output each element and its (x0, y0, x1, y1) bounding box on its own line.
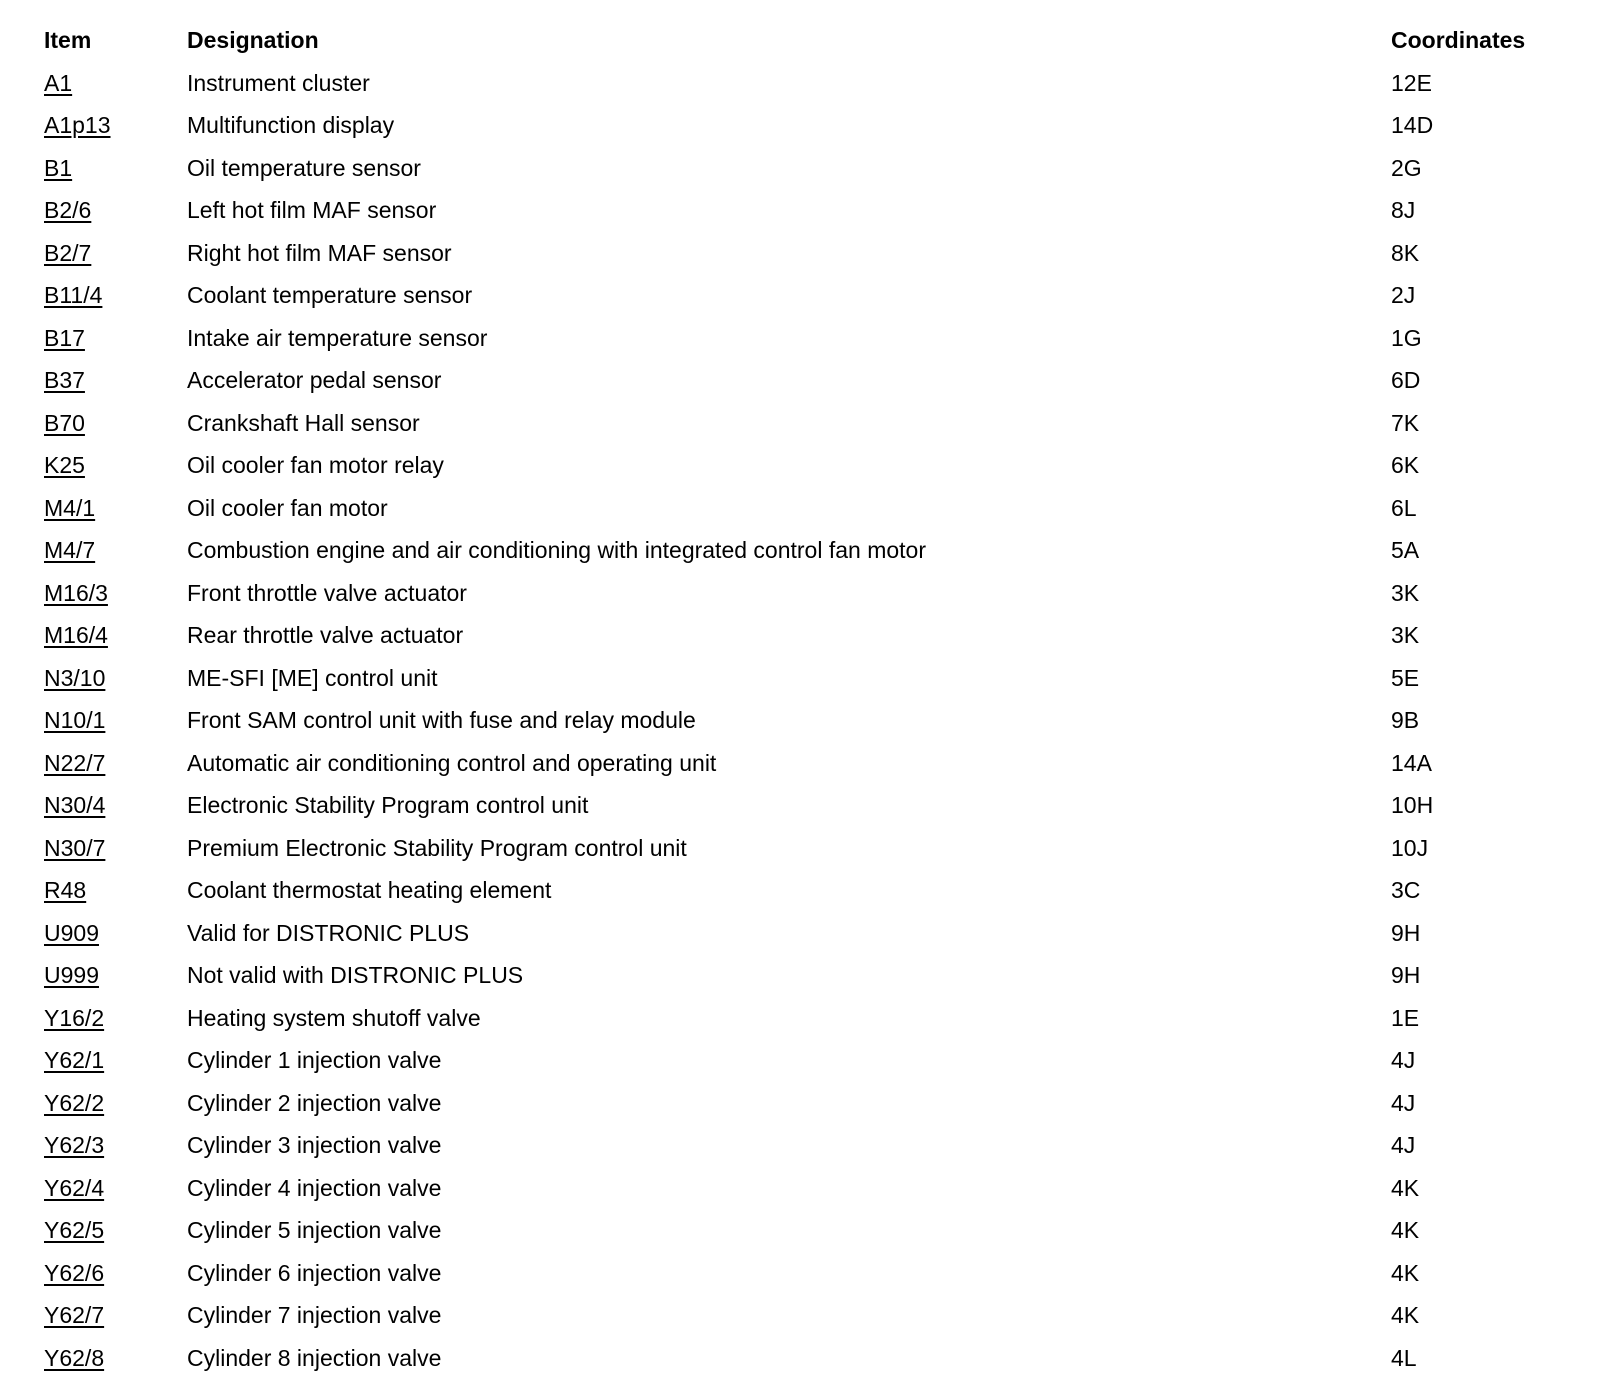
item-link[interactable]: K25 (44, 452, 85, 478)
table-row (44, 1044, 1564, 1087)
table-row (44, 1087, 1564, 1130)
item-link[interactable]: B70 (44, 409, 85, 436)
table-row (44, 1299, 1564, 1342)
item-link[interactable]: M16/3 (44, 579, 108, 606)
table-row (44, 449, 1564, 492)
coordinates-text: 9H (1391, 919, 1421, 946)
item-link[interactable]: B2/7 (44, 239, 92, 266)
item-link[interactable]: N22/7 (44, 749, 106, 776)
table-row (44, 917, 1564, 960)
designation-text: ME-SFI [ME] control unit (187, 664, 438, 691)
designation-text: Coolant temperature sensor (187, 282, 473, 308)
coordinates-text: 6K (1391, 452, 1420, 478)
item-link[interactable]: Y62/4 (44, 1174, 105, 1201)
item-link[interactable]: B11/4 (44, 282, 103, 308)
coordinates-text: 8K (1391, 239, 1420, 266)
designation-text: Cylinder 5 injection valve (187, 1217, 442, 1243)
table-row (44, 1342, 1564, 1385)
table-row (44, 237, 1564, 280)
table-row (44, 364, 1564, 407)
designation-text: Cylinder 4 injection valve (187, 1174, 442, 1201)
designation-text: Oil cooler fan motor (187, 494, 388, 521)
table-header (44, 24, 1564, 67)
coordinates-text: 6L (1391, 494, 1417, 521)
designation-text: Accelerator pedal sensor (187, 367, 442, 393)
item-link[interactable]: A1 (44, 69, 73, 96)
table-row (44, 704, 1564, 747)
designation-text: Valid for DISTRONIC PLUS (187, 919, 470, 946)
coordinates-text: 4J (1391, 1089, 1416, 1116)
table-row (44, 322, 1564, 365)
item-link[interactable]: M4/1 (44, 494, 96, 521)
item-link[interactable]: N10/1 (44, 707, 106, 733)
table-row (44, 832, 1564, 875)
header-coordinates: Coordinates (1391, 27, 1526, 53)
designation-text: Electronic Stability Program control unit (187, 792, 589, 818)
designation-text: Combustion engine and air conditioning with integrated control fan motor (187, 537, 926, 563)
table-row (44, 534, 1564, 577)
coordinates-text: 4K (1391, 1174, 1420, 1201)
item-link[interactable]: B37 (44, 367, 85, 393)
item-link[interactable]: M16/4 (44, 622, 108, 648)
item-link[interactable]: M4/7 (44, 537, 96, 563)
coordinates-text: 4K (1391, 1302, 1420, 1328)
coordinates-text: 4J (1391, 1132, 1416, 1158)
item-link[interactable]: Y62/5 (44, 1217, 105, 1243)
designation-text: Cylinder 7 injection valve (187, 1302, 442, 1328)
item-link[interactable]: Y62/6 (44, 1259, 105, 1286)
designation-text: Cylinder 8 injection valve (187, 1344, 442, 1371)
coordinates-text: 2G (1391, 154, 1422, 181)
coordinates-text: 3K (1391, 622, 1420, 648)
table-body (44, 67, 1564, 1385)
table-row (44, 279, 1564, 322)
item-link[interactable]: R48 (44, 877, 87, 903)
item-link[interactable]: N3/10 (44, 664, 106, 691)
designation-text: Rear throttle valve actuator (187, 622, 464, 648)
designation-text: Cylinder 6 injection valve (187, 1259, 442, 1286)
coordinates-text: 6D (1391, 367, 1421, 393)
coordinates-text: 14D (1391, 112, 1434, 138)
coordinates-text: 1G (1391, 324, 1422, 351)
designation-text: Oil cooler fan motor relay (187, 452, 444, 478)
designation-text: Left hot film MAF sensor (187, 197, 437, 223)
table-row (44, 874, 1564, 917)
coordinates-text: 2J (1391, 282, 1416, 308)
designation-text: Cylinder 2 injection valve (187, 1089, 442, 1116)
table-row (44, 109, 1564, 152)
designation-text: Instrument cluster (187, 69, 370, 96)
coordinates-text: 4K (1391, 1259, 1420, 1286)
item-link[interactable]: N30/4 (44, 792, 106, 818)
coordinates-text: 10J (1391, 834, 1429, 861)
item-link[interactable]: Y62/7 (44, 1302, 105, 1328)
item-link[interactable]: Y62/8 (44, 1344, 105, 1371)
coordinates-text: 14A (1391, 749, 1432, 776)
table-row (44, 152, 1564, 195)
designation-text: Premium Electronic Stability Program control unit (187, 834, 687, 861)
coordinates-text: 10H (1391, 792, 1434, 818)
designation-text: Intake air temperature sensor (187, 324, 488, 351)
table-row (44, 662, 1564, 705)
header-item: Item (44, 27, 92, 53)
item-link[interactable]: Y62/3 (44, 1132, 105, 1158)
table-row (44, 619, 1564, 662)
item-link[interactable]: Y62/1 (44, 1047, 105, 1073)
item-link[interactable]: Y62/2 (44, 1089, 105, 1116)
item-link[interactable]: Y16/2 (44, 1004, 105, 1031)
item-link[interactable]: U999 (44, 962, 99, 988)
designation-text: Cylinder 3 injection valve (187, 1132, 442, 1158)
table-row (44, 747, 1564, 790)
coordinates-text: 4J (1391, 1047, 1416, 1073)
coordinates-text: 3C (1391, 877, 1421, 903)
table-row (44, 1129, 1564, 1172)
designation-text: Oil temperature sensor (187, 154, 421, 181)
header-designation: Designation (187, 27, 319, 53)
coordinates-text: 5E (1391, 664, 1420, 691)
item-link[interactable]: B1 (44, 154, 73, 181)
designation-text: Automatic air conditioning control and operating unit (187, 749, 717, 776)
table-row (44, 1257, 1564, 1300)
item-link[interactable]: B2/6 (44, 197, 92, 223)
designation-text: Not valid with DISTRONIC PLUS (187, 962, 524, 988)
coordinates-text: 4K (1391, 1217, 1420, 1243)
table-row (44, 1172, 1564, 1215)
coordinates-text: 3K (1391, 579, 1420, 606)
coordinates-text: 5A (1391, 537, 1420, 563)
coordinates-text: 9H (1391, 962, 1421, 988)
table-row (44, 407, 1564, 450)
designation-text: Heating system shutoff valve (187, 1004, 481, 1031)
designation-text: Right hot film MAF sensor (187, 239, 452, 266)
table-row (44, 789, 1564, 832)
table-row (44, 577, 1564, 620)
component-legend-table (44, 24, 1564, 1384)
coordinates-text: 9B (1391, 707, 1420, 733)
designation-text: Coolant thermostat heating element (187, 877, 552, 903)
coordinates-text: 7K (1391, 409, 1420, 436)
coordinates-text: 1E (1391, 1004, 1420, 1031)
coordinates-text: 4L (1391, 1344, 1417, 1371)
item-link[interactable]: A1p13 (44, 112, 111, 138)
table-row (44, 492, 1564, 535)
item-link[interactable]: B17 (44, 324, 85, 351)
table-row (44, 1214, 1564, 1257)
table-row (44, 67, 1564, 110)
table-row (44, 194, 1564, 237)
designation-text: Multifunction display (187, 112, 395, 138)
item-link[interactable]: U909 (44, 919, 99, 946)
designation-text: Crankshaft Hall sensor (187, 409, 420, 436)
table-row (44, 959, 1564, 1002)
coordinates-text: 8J (1391, 197, 1416, 223)
designation-text: Front throttle valve actuator (187, 579, 467, 606)
designation-text: Front SAM control unit with fuse and relay module (187, 707, 696, 733)
coordinates-text: 12E (1391, 69, 1432, 96)
designation-text: Cylinder 1 injection valve (187, 1047, 442, 1073)
table-row (44, 1002, 1564, 1045)
item-link[interactable]: N30/7 (44, 834, 106, 861)
